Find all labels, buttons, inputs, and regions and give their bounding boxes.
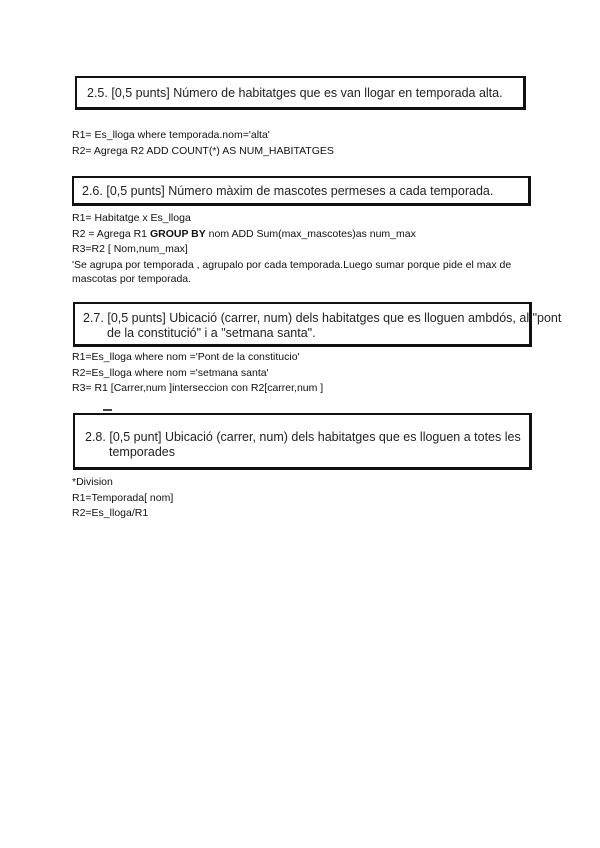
answer-2-5 xyxy=(72,128,334,159)
question-box-2-5 xyxy=(75,76,526,110)
answer-line: R2= Agrega R2 ADD COUNT(*) AS NUM_HABITATGES xyxy=(72,144,334,157)
answer-line: R3=R2 [ Nom,num_max] xyxy=(72,243,188,255)
question-text-2-7-line2: de la constitució" i a "setmana santa". xyxy=(107,326,316,340)
question-text-2-8-line2: temporades xyxy=(109,445,176,459)
answer-line: *Division xyxy=(72,476,113,488)
keyword-group-by: GROUP BY xyxy=(149,227,206,240)
answer-line: R2=Es_lloga/R1 xyxy=(72,507,149,519)
question-statement: [0,5 punt] Ubicació (carrer, num) dels habitatges que es lloguen a totes les xyxy=(109,430,521,444)
answer-line xyxy=(72,227,532,243)
answer-line: R3= R1 [Carrer,num ]interseccion con R2[carrer,num ] xyxy=(72,382,324,394)
question-box-2-8 xyxy=(73,413,532,470)
answer-line: R2=Es_lloga where nom ='setmana santa' xyxy=(72,366,269,379)
question-text-2-7-line1 xyxy=(83,311,562,326)
answer-line: R1= Es_lloga where temporada.nom='alta' xyxy=(72,129,270,141)
answer-line: R1= Habitatge x Es_lloga xyxy=(72,212,191,224)
answer-line: R1=Temporada[ nom] xyxy=(72,491,174,504)
answer-text: nom ADD Sum(max_mascotes)as num_max xyxy=(205,227,416,240)
question-text-2-5 xyxy=(87,86,523,101)
question-box-2-7 xyxy=(73,302,562,347)
answer-2-7 xyxy=(72,350,323,397)
answer-line: R1=Es_lloga where nom ='Pont de la constitucio' xyxy=(72,351,300,363)
question-statement: [0,5 punts] Ubicació (carrer, num) dels habitatges que es lloguen ambdós, al "pont xyxy=(107,311,562,325)
answer-note: 'Se agrupa por temporada , agrupalo por cada temporada.Luego sumar porque pide el max de mascotas por temporada. xyxy=(72,258,512,285)
question-box-2-6 xyxy=(72,176,531,206)
question-number: 2.6. xyxy=(82,184,103,198)
question-statement: [0,5 punts] Número màxim de mascotes permeses a cada temporada. xyxy=(106,184,494,198)
answer-2-8 xyxy=(72,475,173,522)
question-text-2-8-line1 xyxy=(85,430,529,445)
question-statement: [0,5 punts] Número de habitatges que es van llogar en temporada alta. xyxy=(111,86,503,100)
answer-text: R2 = Agrega R1 xyxy=(72,227,150,240)
stray-mark xyxy=(103,409,112,411)
question-number: 2.8. xyxy=(85,430,106,444)
question-number: 2.7. xyxy=(83,311,104,325)
question-number: 2.5. xyxy=(87,86,108,100)
answer-2-6 xyxy=(72,211,532,286)
question-text-2-6 xyxy=(82,184,528,199)
